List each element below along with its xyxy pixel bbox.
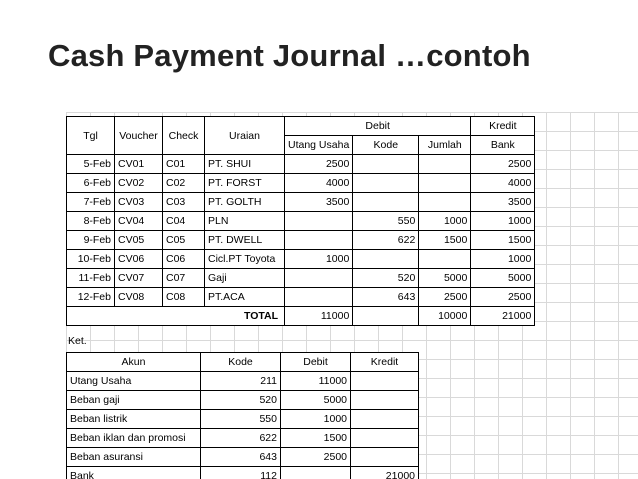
- cell-kode: [353, 193, 419, 212]
- header-kredit: Kredit: [351, 353, 419, 372]
- cell-bank: 5000: [471, 269, 535, 288]
- cell-tgl: 5-Feb: [67, 155, 115, 174]
- cell-voucher: CV06: [115, 250, 163, 269]
- header-debit: Debit: [281, 353, 351, 372]
- cell-bank: 4000: [471, 174, 535, 193]
- header-uraian: Uraian: [205, 117, 285, 155]
- cell-voucher: CV08: [115, 288, 163, 307]
- table-row: [67, 448, 419, 467]
- cell-check: C03: [163, 193, 205, 212]
- table-row: [67, 174, 535, 193]
- cell-uraian: Gaji: [205, 269, 285, 288]
- cell-check: C01: [163, 155, 205, 174]
- cell-akun: Beban iklan dan promosi: [67, 429, 201, 448]
- cell-utang-usaha: 4000: [285, 174, 353, 193]
- total-bank: 21000: [471, 307, 535, 326]
- cell-kredit: [351, 410, 419, 429]
- cell-bank: 2500: [471, 288, 535, 307]
- cell-kode: 520: [353, 269, 419, 288]
- cell-uraian: PLN: [205, 212, 285, 231]
- header-voucher: Voucher: [115, 117, 163, 155]
- cell-tgl: 9-Feb: [67, 231, 115, 250]
- cell-uraian: PT. DWELL: [205, 231, 285, 250]
- cell-kode: 622: [201, 429, 281, 448]
- header-kode: Kode: [353, 136, 419, 155]
- header-bank: Bank: [471, 136, 535, 155]
- cell-kode: 643: [201, 448, 281, 467]
- header-debit: Debit: [285, 117, 471, 136]
- cell-jumlah: 2500: [419, 288, 471, 307]
- cell-check: C02: [163, 174, 205, 193]
- cell-check: C04: [163, 212, 205, 231]
- total-utang-usaha: 11000: [285, 307, 353, 326]
- table-row: [67, 288, 535, 307]
- cell-kode: 520: [201, 391, 281, 410]
- cell-bank: 2500: [471, 155, 535, 174]
- cell-debit: 11000: [281, 372, 351, 391]
- table-row: [67, 269, 535, 288]
- cell-jumlah: [419, 174, 471, 193]
- cell-kode: [353, 155, 419, 174]
- cell-jumlah: [419, 155, 471, 174]
- cell-akun: Bank: [67, 467, 201, 479]
- cell-jumlah: 1500: [419, 231, 471, 250]
- cell-bank: 1000: [471, 250, 535, 269]
- cell-akun: Beban listrik: [67, 410, 201, 429]
- cell-voucher: CV02: [115, 174, 163, 193]
- cell-kredit: [351, 429, 419, 448]
- page-title: Cash Payment Journal …contoh: [48, 38, 531, 73]
- total-kode: [353, 307, 419, 326]
- table-row: [67, 193, 535, 212]
- table-row: [67, 231, 535, 250]
- cell-check: C06: [163, 250, 205, 269]
- cell-kredit: [351, 448, 419, 467]
- cash-payment-journal-table: [66, 116, 535, 326]
- table-row: [67, 250, 535, 269]
- cell-kredit: 21000: [351, 467, 419, 479]
- table-row: [67, 372, 419, 391]
- cell-voucher: CV05: [115, 231, 163, 250]
- cell-debit: 1000: [281, 410, 351, 429]
- cell-utang-usaha: [285, 269, 353, 288]
- header-utang-usaha: Utang Usaha: [285, 136, 353, 155]
- header-kredit: Kredit: [471, 117, 535, 136]
- total-jumlah: 10000: [419, 307, 471, 326]
- total-label: TOTAL: [67, 307, 285, 326]
- table-row: [67, 155, 535, 174]
- cell-voucher: CV07: [115, 269, 163, 288]
- account-summary-table: [66, 352, 419, 479]
- cell-check: C05: [163, 231, 205, 250]
- cell-kode: 622: [353, 231, 419, 250]
- cell-utang-usaha: 3500: [285, 193, 353, 212]
- header-jumlah: Jumlah: [419, 136, 471, 155]
- cell-utang-usaha: [285, 231, 353, 250]
- cell-kode: 643: [353, 288, 419, 307]
- cell-uraian: PT.ACA: [205, 288, 285, 307]
- cell-check: C07: [163, 269, 205, 288]
- header-check: Check: [163, 117, 205, 155]
- cell-tgl: 7-Feb: [67, 193, 115, 212]
- cell-akun: Beban asuransi: [67, 448, 201, 467]
- cell-bank: 1500: [471, 231, 535, 250]
- cell-akun: Beban gaji: [67, 391, 201, 410]
- cell-uraian: Cicl.PT Toyota: [205, 250, 285, 269]
- cell-debit: 5000: [281, 391, 351, 410]
- cell-uraian: PT. SHUI: [205, 155, 285, 174]
- total-row: [67, 307, 535, 326]
- header-kode: Kode: [201, 353, 281, 372]
- cell-bank: 3500: [471, 193, 535, 212]
- cell-kode: 550: [353, 212, 419, 231]
- cell-kredit: [351, 372, 419, 391]
- table-row: [67, 391, 419, 410]
- cell-utang-usaha: 2500: [285, 155, 353, 174]
- cell-bank: 1000: [471, 212, 535, 231]
- cell-voucher: CV01: [115, 155, 163, 174]
- cell-jumlah: [419, 193, 471, 212]
- cell-tgl: 12-Feb: [67, 288, 115, 307]
- cell-kredit: [351, 391, 419, 410]
- cell-tgl: 10-Feb: [67, 250, 115, 269]
- cell-debit: 1500: [281, 429, 351, 448]
- cell-voucher: CV04: [115, 212, 163, 231]
- cell-utang-usaha: [285, 212, 353, 231]
- cell-voucher: CV03: [115, 193, 163, 212]
- cell-check: C08: [163, 288, 205, 307]
- cell-tgl: 11-Feb: [67, 269, 115, 288]
- cell-utang-usaha: 1000: [285, 250, 353, 269]
- cell-akun: Utang Usaha: [67, 372, 201, 391]
- cell-kode: [353, 174, 419, 193]
- header-akun: Akun: [67, 353, 201, 372]
- table-row: [67, 429, 419, 448]
- cell-jumlah: [419, 250, 471, 269]
- cell-kode: [353, 250, 419, 269]
- cell-kode: 211: [201, 372, 281, 391]
- cell-kode: 550: [201, 410, 281, 429]
- table-row: [67, 467, 419, 479]
- cell-jumlah: 5000: [419, 269, 471, 288]
- cell-uraian: PT. GOLTH: [205, 193, 285, 212]
- cell-utang-usaha: [285, 288, 353, 307]
- cell-debit: [281, 467, 351, 479]
- cell-kode: 112: [201, 467, 281, 479]
- cell-tgl: 6-Feb: [67, 174, 115, 193]
- ket-label: Ket.: [68, 335, 87, 347]
- cell-tgl: 8-Feb: [67, 212, 115, 231]
- cell-uraian: PT. FORST: [205, 174, 285, 193]
- spreadsheet-area: [66, 112, 638, 479]
- cell-jumlah: 1000: [419, 212, 471, 231]
- table-row: [67, 410, 419, 429]
- cell-debit: 2500: [281, 448, 351, 467]
- header-tgl: Tgl: [67, 117, 115, 155]
- table-row: [67, 212, 535, 231]
